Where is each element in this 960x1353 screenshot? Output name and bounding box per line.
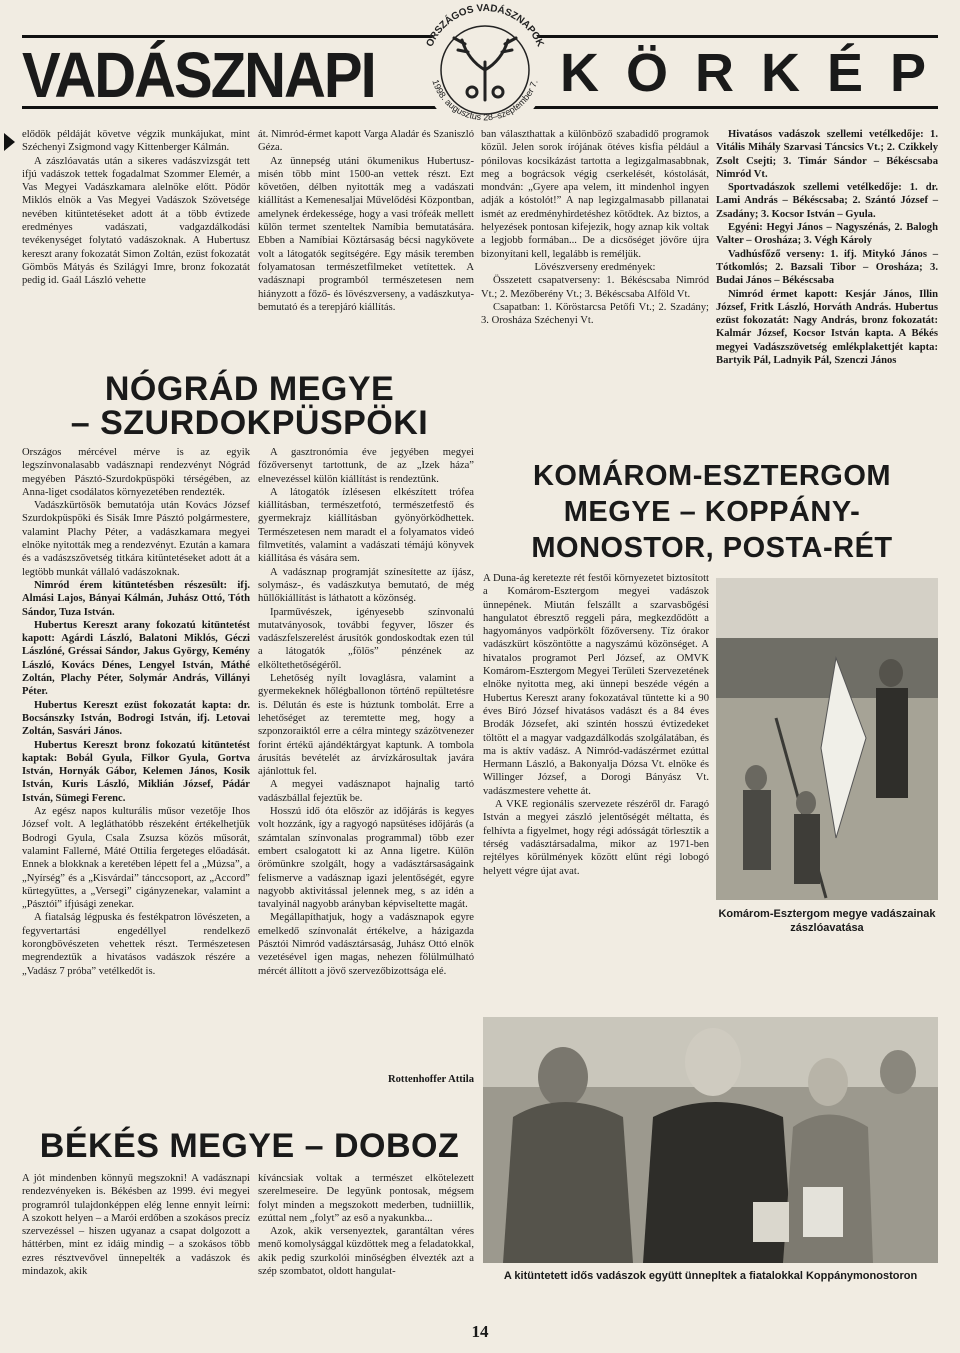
paragraph: át. Nimród-érmet kapott Varga Aladár és Szaniszló Géza. <box>258 129 474 154</box>
paragraph: A jót mindenben könnyű megszokni! A vadásznapi rendezvényeken is. Békésben az 1999. évi megyei programról tulajdonképpen elég lenne ennyit leírni: A szokott helyen – a Marói erdőben a szokásos precíz szervezéssel – hiszen ugyanaz a csapat dolgozott a háttérben, mint ez idáig mindig – a szokásos több ezres résztvevővel ünnepelték a vadászok és mindazok, akik <box>22 1173 250 1278</box>
paragraph: Megállapíthatjuk, hogy a vadásznapok egyre emelkedő színvonalát értékelve, a házigazda Pásztói Nimród vadásztársaság, Juhász Ottó elnök vezetésével igen magas, nehezen fölülmúlható mércét állított a jövő szervezőbizottsága elé. <box>258 912 474 977</box>
paragraph: Az ünnepség utáni ökumenikus Hubertusz-misén több mint 1500-an vettek részt. Ezt követően, délben nyitották meg a vadászati kiállítást a Kemenesaljai Művelődési Központban, amelynek érdekessége, hogy a vasi trófeák mellett külön termet szenteltek Namíbia bemutatására. Ebben a Namíbiai Köztársaság bécsi nagykövete volt a látogatók segítségére. Egy másik teremben folyamatosan természetfilmeket vetítettek. A vadásznapi programból természetesen nem hiányzott a főző- és lövészverseny, a vadászkutya-bemutató és a terepjáró kiállítás. <box>258 155 474 313</box>
paragraph: Iparművészek, igényesebb színvonalú mutatványosok, további fegyver, lőszer és vadászfelszerelést árusítók gondoskodtak ezen túl a látogatók „fölös” pénzének az elköltethetőségéről. <box>258 606 474 671</box>
paragraph: Nimród érem kitüntetésben részesült: ifj. Almási Lajos, Bányai Kálmán, Juhász Ottó, Tóth Sándor, Tuza István. <box>22 579 250 618</box>
paragraph: Hubertus Kereszt bronz fokozatú kitüntetést kaptak: Bobál Gyula, Filkor Gyula, Gortva István, Hornyák Gábor, Kelemen János, Kosik István, Kuris László, Miklián József, Pádár István, Sümegi Ferenc. <box>22 739 250 804</box>
top-column-4 <box>716 128 938 367</box>
paragraph: A vadásznap programját színesítette az íjász, solymász-, és vadászkutya bemutató, de még hüllőkiállítást is láthatott a közönség. <box>258 566 474 605</box>
paragraph: Hivatásos vadászok szellemi vetélkedője: 1. Vitális Mihály Szarvasi Táncsics Vt.; 2. Czikkely Zsolt Csejti; 3. Timár Sándor – Békéscsaba Nimród Vt. <box>716 129 938 180</box>
logo-arc-top-text: ORSZÁGOS VADÁSZNAPOK <box>424 2 546 49</box>
komarom-heading <box>486 458 938 566</box>
paragraph: Az egész napos kulturális műsor vezetője Ihos József volt. A legláthatóbb részeként értékelhetjük Bodrogi Gyula, Csala Zsuzsa közös műsorát, valamint Fallerné, Máté Ottilia fergeteges előadását. Ennek a blokknak a keretében lépett fel a „Múzsa”, a „Nyírség” és a „Kisvárdai” tánccsoport, az „Accord” kürtegyüttes, a „Versegi” cigányzenekar, valamint a „Pásztói” ifjúsági zenekar. <box>22 806 250 911</box>
paragraph: elődök példáját követve végzik munkájukat, mint Széchenyi Zsigmond vagy Kittenberger Kálmán. <box>22 129 250 154</box>
paragraph: A VKE regionális szervezete részéről dr. Faragó István a megyei zászló jelentőségét méltatta, és felhívta a figyelmet, hogy régi adósságát törlesztik a térség vadásztársadalma, mikor az 1971-ben rejtélyes körülmények között elűnt régi lobogó helyett végre újat avat. <box>483 799 709 877</box>
paragraph: A gasztronómia éve jegyében megyei főzőversenyt tartottunk, de az „Izek háza” elnevezéssel külön kiállítást is rendeztünk. <box>258 447 474 485</box>
paragraph: Egyéni: Hegyi János – Nagyszénás, 2. Balogh Valter – Orosháza; 3. Végh Károly <box>716 222 938 247</box>
nograd-column-2 <box>258 446 474 978</box>
top-column-3 <box>481 128 709 327</box>
komarom-heading-line2: MEGYE – KOPPÁNY- <box>563 496 861 528</box>
paragraph: Hosszú idő óta először az időjárás is kegyes volt hozzánk, így a ragyogó napsütéses időjárás (a számtalan színvonalas programmal) több ezer embert csalogatott ki az Anna ligetre. Külön örömünkre szolgált, hogy a vadásztársaságaink felismerve a vadásznap igazi jelentőségét, egyre nagyobb aktivitással jelennek meg, s az idén a tavalyinál nagyobb arányban képviseltette magát. <box>258 806 474 911</box>
paragraph: A látogatók ízlésesen elkészített trófea kiállításban, természetfotó, természetfestő és gyermekrajz kiállításban gyönyörködhettek. Természetesen nem maradt el a folyamatos videó filmvetítés, valamint a vadászati témájú könyvek kiállítása és vására sem. <box>258 486 474 565</box>
komarom-text <box>483 572 709 878</box>
continuation-marker <box>4 133 15 151</box>
paragraph: kíváncsiak voltak a természet elkötelezett szerelmeseire. De legyünk pontosak, mégsem folyt minden a megszokott mederben, tudniillik, ezúttal nem „folyt” az eső a nyakunkba... <box>258 1173 474 1224</box>
logo-arc-bottom-text: 1998. augusztus 28–szeptember 7. <box>430 78 540 123</box>
honored-hunters-photo <box>483 1017 938 1263</box>
paragraph: A zászlóavatás után a sikeres vadászvizsgát tett ifjú vadászok tettek fogadalmat Szommer Elemér, a Vas Megyei Vadászkamara alelnöke előtt. Pödör Miklós elnök a Vas Megyei Vadászok Szövetsége nevében kitüntetéseket adott át a több évtizede eredményes vadászati, vadgazdálkodási tevékenységet folytató vadászoknak. A Hubertusz kereszt arany fokozatát Simon Zoltán, ezüst fokozatát Gömbös Mátyás és Szilágyi Imre, bronz fokozatát pedig id. Gaál László vehette <box>22 155 250 287</box>
nograd-column-1 <box>22 446 250 978</box>
nograd-heading-line2: – SZURDOKPÜSPÖKI <box>70 404 429 442</box>
nograd-heading <box>22 372 477 440</box>
bekes-column-2 <box>258 1172 474 1278</box>
paragraph: Hubertus Kereszt arany fokozatú kitüntetést kapott: Agárdi László, Balatoni Miklós, Géczi Lászlóné, Gréssai Sándor, Jakus György, Kemény László, Kovács Dénes, Lengyel István, Máthé Zoltán, Plachy Péter, Solymár András, Villányi Péter. <box>22 619 250 698</box>
bekes-column-1 <box>22 1172 250 1278</box>
paragraph: Lövészverseny eredmények: <box>534 261 656 273</box>
nograd-author: Rottenhoffer Attila <box>387 1074 474 1085</box>
paragraph: Vadhúsfőző verseny: 1. ifj. Mitykó János – Tótkomlós; 2. Bazsali Tibor – Orosháza; 3. Budai János – Békéscsaba <box>716 248 938 287</box>
paragraph: A megyei vadásznapot hajnalig tartó vadászbállal fejeztük be. <box>258 779 474 804</box>
bekes-heading: BÉKÉS MEGYE – DOBOZ <box>39 1127 460 1165</box>
paragraph: Vadászkürtösök bemutatója után Kovács József Szurdokpüspöki és Sisák Imre Pásztó polgármestere, valamint Plachy Péter, a vadászkamara megyei elnöke nyitották meg a rendezvényt. Ezután a kamara és a vadászszövetség titkára kitüntetéseket adott át a legtöbb munkát vállaló vadászoknak. <box>22 500 250 578</box>
paragraph: Csapatban: 1. Köröstarcsa Petőfi Vt.; 2. Szadány; 3. Orosháza Széchenyi Vt. <box>481 301 709 327</box>
flag-ceremony-photo <box>716 578 938 900</box>
paragraph: A fiatalság légpuska és festékpatron lövészeten, a fegyvertartási engedéllyel rendelkező korongbövészeten vehettek részt. Természetesen megrendeztük a hivatásos vadászok részére a „Vadász 7 próba” vetélkedőt is. <box>22 912 250 977</box>
masthead-title-right: K Ö R K É P <box>560 43 927 103</box>
paragraph: Országos mércével mérve is az egyik legszínvonalasabb vadásznapi rendezvényt Nógrád megyében Pásztó-Szurdokpüspöki térségében, az Anna-liget csodálatos környezetében rendezték. <box>22 447 250 498</box>
paragraph: Sportvadászok szellemi vetélkedője: 1. dr. Lami András – Békéscsaba; 2. Szántó József – Zsadány; 3. Kocsor István – Gyula. <box>716 182 938 220</box>
flag-ceremony-caption: Komárom-Esztergom megye vadászainak zászlóavatása <box>718 908 936 934</box>
paragraph: Nimród érmet kapott: Kesjár János, Illin József, Fritk László, Horváth András. Hubertus ezüst fokozatát: Nagy András, bronz fokozatát: Kalmár József, Kocsor István kapta. A Békés megyei Vadászszövetség emlékplakettjét kapta: Bartyik Pál, Ladnyik Pál, Szenczi János <box>716 288 938 367</box>
top-column-2 <box>258 128 474 314</box>
komarom-heading-line1: KOMÁROM-ESZTERGOM <box>532 460 892 492</box>
page-number: 14 <box>471 1322 489 1341</box>
paragraph: Hubertus Kereszt ezüst fokozatát kapta: dr. Bocsánszky István, Bodrogi István, ifj. Letovai Zoltán, Sasvári János. <box>22 699 250 738</box>
honored-hunters-caption: A kitüntetett idős vadászok együtt ünnepltek a fiatalokkal Koppánymonostoron <box>503 1270 918 1282</box>
paragraph: A Duna-ág keretezte rét festői környezetet biztosított a Komárom-Esztergom megyei vadászok ünnepének. Miután felszállt a szarvasbőgési hangulatot ébresztő reggeli pára, megkezdődött a hagyományos vadpörkölt főzőverseny. Tíz órakor vadászkürt köszöntötte a nagyszámú közönséget. A hivatalos programot Perl József, az OMVK Komárom-Esztergom Megyei Területi Szervezetének elnöke nyitotta meg, aki ünnepi beszéde végén a Hubertus Kereszt arany fokozatával tüntette ki a 90 éves Bíró József hivatásos vadászt és a 84 éves Brodák Józsefet, aki szintén hosszú évtizedeket töltött el a magyar vadgazdálkodás szolgálatában, és ma is aktív vadász. A Nimród-vadászérmet ezúttal Hermann László, a Bakonyalja Dózsa Vt. elnöke és Willinger József, a Dorogi Bányász Vt. vadászmestere vehette át. <box>483 573 709 797</box>
paragraph: ban választhattak a különböző szabadidő programok közül. Jelen sorok írójának ötéves kisfia például a pónilovas kocsikázást tartotta a legizgalmasabbnak, meg a bográcsok végig cserkelését, kóstolását, mondván: „Gyere apa velem, itt mindenhol ingyen adják a kóstolót!” A nap legizgalmasabb pillanatai ismét az eredményhirdetéshez kötődtek. Az biztos, a helyezések pontosan kifejezik, hogy aznap kik voltak a legjobb formában... De a dicsőséget jövőre újra bizonyítani kell, legalább is reméljük. <box>481 129 709 260</box>
paragraph: Lehetőség nyílt lovaglásra, valamint a gyermekeknek hőlégballonon történő repültetésre is. Délután és este is húztunk tombolát. Erre a lehetőséget az teremtette meg, hogy a szponzoraiktól erre a célra mintegy százötvenezer forint értékű ajándéktárgyat kaptunk. A tombola árusítás bevételét az árvízkárosultak javára ajánlottuk fel. <box>258 673 474 778</box>
paragraph: Összetett csapatverseny: 1. Békéscsaba Nimród Vt.; 2. Mezőberény Vt.; 3. Békéscsaba Alföld Vt. <box>481 275 709 300</box>
hunting-day-logo <box>410 0 560 130</box>
komarom-heading-line3: MONOSTOR, POSTA-RÉT <box>531 532 893 564</box>
nograd-heading-line1: NÓGRÁD MEGYE <box>104 370 395 408</box>
paragraph: Azok, akik versenyeztek, garantáltan véres menő komolysággal küzdöttek meg a feladatokkal, akik pedig szurkolói minőségben élvezték azt a szép szombatot, oldott hangulat- <box>258 1226 474 1278</box>
top-column-1 <box>22 128 250 288</box>
masthead-title-left: VADÁSZNAPI <box>22 39 375 112</box>
